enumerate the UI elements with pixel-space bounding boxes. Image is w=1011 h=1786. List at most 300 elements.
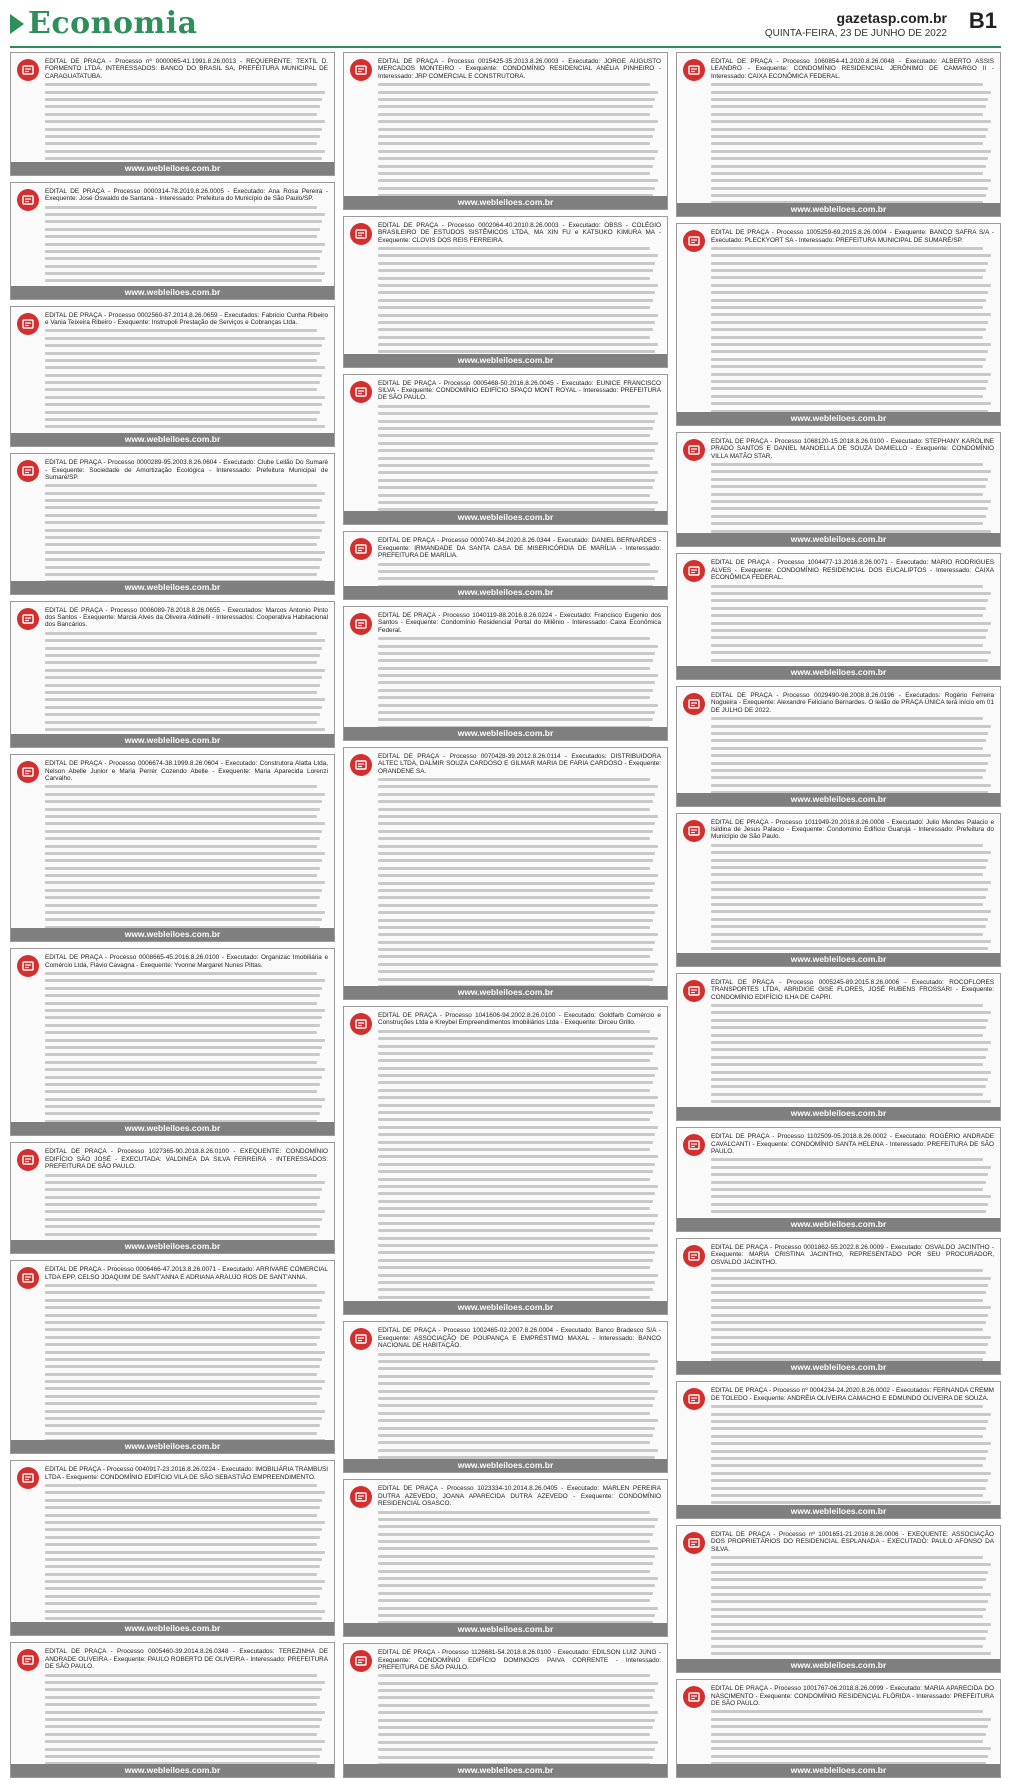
text-line <box>45 1328 322 1331</box>
text-line <box>45 822 325 825</box>
text-line <box>45 1491 325 1494</box>
auction-notice <box>343 216 668 368</box>
text-line <box>378 874 658 877</box>
text-line <box>711 276 983 279</box>
notice-footer-link[interactable]: www.webleiloes.com.br <box>677 666 1000 679</box>
text-line <box>711 925 986 928</box>
auction-notice <box>676 686 1001 807</box>
text-line <box>711 194 986 197</box>
text-line <box>45 1365 320 1368</box>
text-line <box>378 1274 658 1277</box>
text-line <box>711 1405 983 1408</box>
text-line <box>45 113 317 116</box>
text-line <box>45 1306 320 1309</box>
text-line <box>711 1181 986 1184</box>
gavel-badge-icon <box>350 223 372 245</box>
text-line <box>45 1002 317 1005</box>
text-line <box>45 1090 317 1093</box>
text-line <box>378 494 650 497</box>
notice-footer-link[interactable]: www.webleiloes.com.br <box>344 1301 667 1314</box>
text-line <box>711 1056 986 1059</box>
text-line <box>45 654 320 657</box>
text-line <box>378 1449 658 1452</box>
text-line <box>45 1755 320 1758</box>
notice-footer-link[interactable]: www.webleiloes.com.br <box>677 953 1000 966</box>
text-line <box>711 306 983 309</box>
notice-body-lines <box>45 329 328 433</box>
gavel-badge-icon <box>350 1650 372 1672</box>
text-line <box>378 1599 650 1602</box>
text-line <box>378 98 655 101</box>
text-line <box>378 1577 658 1580</box>
text-line <box>711 493 983 496</box>
notice-footer-link[interactable]: www.webleiloes.com.br <box>344 1623 667 1636</box>
text-line <box>378 194 653 196</box>
notice-footer-link[interactable]: www.webleiloes.com.br <box>677 1764 1000 1777</box>
text-line <box>45 1674 317 1677</box>
text-line <box>378 1390 658 1393</box>
text-line <box>378 1096 658 1099</box>
auction-notice <box>10 1260 335 1454</box>
gavel-badge-icon <box>683 1388 705 1410</box>
text-line <box>711 851 991 854</box>
text-line <box>711 83 983 86</box>
text-line <box>378 889 653 892</box>
notice-body <box>344 375 667 512</box>
text-line <box>378 1555 655 1558</box>
text-line <box>711 135 986 138</box>
text-line <box>711 644 983 647</box>
text-line <box>378 1511 650 1514</box>
text-line <box>45 243 325 246</box>
text-line <box>378 1178 650 1181</box>
notice-body-lines <box>378 1511 661 1624</box>
gavel-badge-icon <box>17 608 39 630</box>
auction-notice <box>343 606 668 741</box>
notice-body-lines <box>711 585 994 666</box>
gavel-badge-icon <box>683 439 705 461</box>
text-line <box>711 113 983 116</box>
text-line <box>378 1375 653 1378</box>
text-line <box>45 272 325 275</box>
text-line <box>45 1218 322 1221</box>
text-line <box>378 1763 650 1764</box>
notice-body-lines <box>378 247 661 354</box>
notice-body-lines <box>711 1710 994 1764</box>
notice-footer-link[interactable]: www.webleiloes.com.br <box>344 511 667 524</box>
text-line <box>45 499 322 502</box>
notice-footer-link[interactable]: www.webleiloes.com.br <box>677 203 1000 216</box>
text-line <box>45 484 317 487</box>
auction-notice <box>343 1006 668 1316</box>
text-line <box>711 844 983 847</box>
notice-footer-link[interactable]: www.webleiloes.com.br <box>677 1361 1000 1374</box>
notice-text: EDITAL DE PRAÇA - Processo 0005460-39.2014.8.26.0348 - Executados: TEREZINHA DE ANDRADE OLIVEIRA - Exequente: PAULO ROBERTO DE OLIVEIRA - Interessado: PREFEITURA DE SÃO PAULO. <box>45 1648 328 1671</box>
text-line <box>711 1645 983 1648</box>
notice-body-lines <box>711 247 994 412</box>
auction-notice <box>10 601 335 749</box>
text-line <box>45 514 317 517</box>
text-line <box>378 696 650 699</box>
text-line <box>378 1570 650 1573</box>
text-line <box>711 725 991 728</box>
text-line <box>378 1185 658 1188</box>
text-line <box>45 337 325 340</box>
text-line <box>45 1210 325 1213</box>
notice-text: EDITAL DE PRAÇA - Processo nº 0000065-41.1991.8.26.0013 - REQUERENTE: TEXTIL D. FORMENTO LTDA. INTERESSADOS: BANCO DO BRASIL SA, PREFEITURA MUNICIPAL DE CARAGUATATUBA. <box>45 58 328 80</box>
notice-footer-link[interactable]: www.webleiloes.com.br <box>344 986 667 999</box>
text-line <box>45 1203 317 1206</box>
text-line <box>711 365 983 368</box>
text-line <box>45 150 325 153</box>
text-line <box>711 717 983 720</box>
notice-footer-link[interactable]: www.webleiloes.com.br <box>677 412 1000 425</box>
notice-body-lines <box>45 484 328 580</box>
notice-footer-link[interactable]: www.webleiloes.com.br <box>677 1659 1000 1672</box>
text-line <box>711 1479 988 1482</box>
text-line <box>45 1725 320 1728</box>
text-line <box>378 262 655 265</box>
notice-text: EDITAL DE PRAÇA - Processo 0005245-89.2015.8.26.0006 - Executado: ROCOFLORES TRANSPORTES LTDA, ABRIDIGE GISE FLORES, JOSÉ RUBENS FROSSARI - Exequente: CONDOMÍNIO EDIFÍCIO ILHA DE CAPRI. <box>711 978 994 1001</box>
notice-footer-link[interactable]: www.webleiloes.com.br <box>344 1459 667 1472</box>
text-line <box>45 1733 317 1736</box>
text-line <box>711 98 988 101</box>
text-line <box>45 1439 325 1440</box>
gavel-badge-icon <box>683 1245 705 1267</box>
text-line <box>45 91 325 94</box>
text-line <box>45 1076 322 1079</box>
notice-footer-link[interactable]: www.webleiloes.com.br <box>677 1218 1000 1231</box>
text-line <box>378 172 650 175</box>
notice-footer-link[interactable]: www.webleiloes.com.br <box>11 1440 334 1453</box>
text-line <box>711 1747 991 1750</box>
notice-text: EDITAL DE PRAÇA - Processo 0000740-84.2020.8.26.0344 - Executado: DANIEL BERNARDES - Exequente: IRMANDADE DA SANTA CASA DE MISERICÓRDIA DE MARÍLIA - Interessado: PREFEITURA DE MARÍLIA. <box>378 537 661 560</box>
text-line <box>378 1251 655 1254</box>
gavel-badge-icon <box>683 693 705 715</box>
gavel-badge-icon <box>17 313 39 335</box>
notice-footer-link[interactable]: www.webleiloes.com.br <box>11 286 334 299</box>
text-line <box>378 1456 655 1459</box>
notice-footer-link[interactable]: www.webleiloes.com.br <box>344 727 667 740</box>
notice-body-lines <box>711 83 994 203</box>
text-line <box>711 150 991 153</box>
notice-body <box>344 53 667 196</box>
text-line <box>378 1584 655 1587</box>
notice-text: EDITAL DE PRAÇA - Processo 0006674-38.1999.8.26.0604 - Executado: Construtora Alatta Ltda, Nelson Abelle Junior e Maria Perrer Cozendo Abelle - Exequente: Maria Aparecida Lorenzi Carvalho. <box>45 760 328 782</box>
text-line <box>378 508 655 511</box>
text-line <box>45 425 325 428</box>
auction-notice <box>10 1460 335 1636</box>
text-line <box>711 254 991 257</box>
text-line <box>378 1733 650 1736</box>
notice-footer-link[interactable]: www.webleiloes.com.br <box>11 1122 334 1135</box>
text-line <box>378 1133 655 1136</box>
notice-text: EDITAL DE PRAÇA - Processo 0000289-95.2003.8.26.0604 - Executado: Clube Leilão Do Sumaré - Exequente: Sociedade de Amortização Ecológica - Interessado: Prefeitura Municipal de Sumaré/SP. <box>45 459 328 481</box>
text-line <box>378 785 658 788</box>
text-line <box>45 228 320 231</box>
text-line <box>45 1528 322 1531</box>
gavel-badge-icon <box>17 460 39 482</box>
text-line <box>711 262 988 265</box>
text-line <box>711 1637 986 1640</box>
text-line <box>711 179 991 182</box>
gavel-badge-icon <box>17 955 39 977</box>
text-line <box>711 1284 988 1287</box>
text-line <box>45 1558 322 1561</box>
text-line <box>378 1192 655 1195</box>
text-line <box>378 1207 650 1210</box>
notice-text: EDITAL DE PRAÇA - Processo 0002560-87.2014.8.26.0659 - Executados: Fabricio Cunha Ribeiro e Vania Teixeira Ribeiro - Exequente: Instrupoli Prestação de Serviços e Cobranças Ltda. <box>45 311 328 326</box>
text-line <box>45 1696 320 1699</box>
text-line <box>378 563 650 566</box>
text-line <box>45 1417 322 1420</box>
text-line <box>45 721 317 724</box>
text-line <box>378 637 650 640</box>
notice-footer-link[interactable]: www.webleiloes.com.br <box>11 1764 334 1777</box>
text-line <box>45 403 322 406</box>
gavel-badge-icon <box>17 1267 39 1289</box>
text-line <box>711 1487 986 1490</box>
text-line <box>378 1030 650 1033</box>
text-line <box>45 994 320 997</box>
notice-footer-link[interactable]: www.webleiloes.com.br <box>11 433 334 446</box>
notice-body <box>344 532 667 585</box>
auction-notice <box>343 1321 668 1473</box>
text-line <box>378 1441 650 1444</box>
text-line <box>378 501 658 504</box>
text-line <box>711 1725 988 1728</box>
text-line <box>378 187 655 190</box>
text-line <box>378 970 655 973</box>
notice-text: EDITAL DE PRAÇA - Processo 0040917-23.2016.8.26.0224 - Executado: IMOBILIÁRIA TRAMBUSI LTDA - Exequente: CONDOMÍNIO EDIFÍCIO VILA DE SÃO SEBASTIÃO EMPREENDIMENTO. <box>45 1466 328 1481</box>
notice-body <box>344 1007 667 1302</box>
text-line <box>378 449 655 452</box>
text-line <box>45 142 317 145</box>
gavel-badge-icon <box>683 980 705 1002</box>
text-line <box>45 904 317 907</box>
text-line <box>45 1112 320 1115</box>
text-line <box>711 1269 983 1272</box>
notice-body-lines <box>45 632 328 734</box>
site-url[interactable]: gazetasp.com.br <box>836 10 947 26</box>
notice-body <box>344 748 667 986</box>
text-line <box>378 1741 658 1744</box>
notice-body <box>344 1322 667 1459</box>
text-line <box>711 784 991 787</box>
text-line <box>711 614 983 617</box>
notice-footer-link[interactable]: www.webleiloes.com.br <box>344 586 667 599</box>
text-line <box>711 410 988 412</box>
text-line <box>378 681 655 684</box>
notice-text: EDITAL DE PRAÇA - Processo nº 0004234-24.2020.8.26.0002 - Executados: FERNANDA CREMM DE TOLEDO - Exequente: ANDRÉIA OLIVEIRA CAMACHO E EDMUNDO OLIVEIRA DE SOUZA. <box>711 1387 994 1402</box>
text-line <box>378 1518 658 1521</box>
text-line <box>45 793 325 796</box>
text-line <box>378 1547 658 1550</box>
text-line <box>711 1210 986 1213</box>
text-line <box>45 344 322 347</box>
text-line <box>45 1380 325 1383</box>
text-line <box>378 1592 653 1595</box>
text-line <box>45 1083 320 1086</box>
text-line <box>378 1607 658 1610</box>
notice-footer-link[interactable]: www.webleiloes.com.br <box>344 1764 667 1777</box>
text-line <box>711 903 983 906</box>
text-line <box>711 762 988 765</box>
text-line <box>378 1711 658 1714</box>
notice-footer-link[interactable]: www.webleiloes.com.br <box>11 581 334 594</box>
text-line <box>378 674 658 677</box>
text-line <box>45 1031 317 1034</box>
notice-body <box>11 755 334 928</box>
text-line <box>711 328 986 331</box>
text-line <box>45 1188 322 1191</box>
text-line <box>378 919 653 922</box>
notice-footer-link[interactable]: www.webleiloes.com.br <box>11 1622 334 1635</box>
text-line <box>711 1291 986 1294</box>
notice-body-lines <box>378 1674 661 1764</box>
text-line <box>378 150 658 153</box>
text-line <box>378 704 658 707</box>
text-line <box>45 105 320 108</box>
text-line <box>378 1367 655 1370</box>
text-line <box>45 1703 317 1706</box>
gavel-badge-icon <box>350 754 372 776</box>
text-line <box>711 313 991 316</box>
text-line <box>45 676 322 679</box>
text-line <box>45 867 320 870</box>
text-line <box>45 1565 320 1568</box>
text-line <box>711 522 983 525</box>
text-line <box>45 1336 320 1339</box>
text-line <box>711 1306 991 1309</box>
notice-text: EDITAL DE PRAÇA - Processo 1027365-90.2018.8.26.0100 - EXEQUENTE: CONDOMÍNIO EDIFÍCIO SÃO JOSÉ - EXECUTADA: VALDINEA DA SILVA FERREIRA - INTERESSADOS: PREFEITURA DE SÃO PAULO. <box>45 1148 328 1171</box>
notice-text: EDITAL DE PRAÇA - Processo 1126681-54.2018.8.26.0100 - Executado: EDILSON LUIZ JUNG - Exequente: CONDOMÍNIO EDIFÍCIO DOMINGOS PAIVA CORRENTE - Interessado: PREFEITURA DE SÃO PAULO. <box>378 1649 661 1671</box>
text-line <box>45 135 320 138</box>
text-line <box>711 1718 991 1721</box>
text-line <box>711 859 988 862</box>
text-line <box>45 1718 322 1721</box>
notice-body <box>11 1643 334 1764</box>
text-line <box>378 1726 653 1729</box>
text-line <box>711 1427 986 1430</box>
gavel-badge-icon <box>683 820 705 842</box>
auction-notice <box>676 52 1001 217</box>
text-line <box>378 667 650 670</box>
text-line <box>711 1435 983 1438</box>
notice-footer-link[interactable]: www.webleiloes.com.br <box>344 196 667 209</box>
text-line <box>711 1166 991 1169</box>
text-line <box>378 1533 653 1536</box>
text-line <box>711 120 991 123</box>
notice-footer-link[interactable]: www.webleiloes.com.br <box>11 928 334 941</box>
text-line <box>45 698 325 701</box>
text-line <box>378 284 658 287</box>
text-line <box>378 815 658 818</box>
text-line <box>45 728 325 731</box>
notice-text: EDITAL DE PRAÇA - Processo 1001767-06.2018.8.26.0099 - Executado: MARIA APARECIDA DO NASCIMENTO - Exequente: CONDOMÍNIO RESIDENCIAL FLÓRIDA - Interessado: PREFEITURA DE SÃO PAULO. <box>711 1685 994 1707</box>
text-line <box>378 486 653 489</box>
text-line <box>378 837 650 840</box>
notice-text: EDITAL DE PRAÇA - Processo 1011949-20.2016.8.26.0008 - Executado: Julio Mendes Palacio e Isildina de Jesus Palacio - Exequente: Condomínio Edifício Guarujá - Interessado: Prefeitura do Município de São Paulo. <box>711 818 994 841</box>
text-line <box>378 1045 655 1048</box>
text-line <box>45 852 325 855</box>
text-line <box>45 1358 322 1361</box>
text-line <box>378 1719 655 1722</box>
text-line <box>711 1578 986 1581</box>
notice-body <box>344 217 667 354</box>
notice-text: EDITAL DE PRAÇA - Processo 1004477-13.2016.8.26.0071 - Executado: MARIO RODRIGUES ALVES - Exequente: CONDOMÍNIO RESIDENCIAL DOS EUCALIPTOS - Interessado: CAIXA ECONÔMICA FEDERAL. <box>711 559 994 582</box>
text-line <box>711 1188 983 1191</box>
notice-footer-link[interactable]: www.webleiloes.com.br <box>344 354 667 367</box>
notice-footer-link[interactable]: www.webleiloes.com.br <box>677 1505 1000 1518</box>
auction-notice <box>343 531 668 599</box>
notice-body-lines <box>45 972 328 1122</box>
text-line <box>45 1351 325 1354</box>
text-line <box>45 661 317 664</box>
text-line <box>711 1571 988 1574</box>
text-line <box>378 306 650 309</box>
text-line <box>378 457 653 460</box>
notice-body-lines <box>378 1353 661 1460</box>
text-line <box>45 1343 317 1346</box>
text-line <box>378 105 653 108</box>
text-line <box>711 1078 988 1081</box>
text-line <box>711 1442 991 1445</box>
text-line <box>378 1382 650 1385</box>
text-line <box>711 1100 991 1103</box>
notice-footer-link[interactable]: www.webleiloes.com.br <box>11 162 334 175</box>
notice-body-lines <box>711 717 994 792</box>
notice-footer-link[interactable]: www.webleiloes.com.br <box>677 533 1000 546</box>
text-line <box>378 800 653 803</box>
text-line <box>45 1587 322 1590</box>
notice-body <box>677 53 1000 203</box>
notice-body <box>677 1382 1000 1504</box>
notice-footer-link[interactable]: www.webleiloes.com.br <box>11 1240 334 1253</box>
text-line <box>378 113 650 116</box>
text-line <box>378 1296 650 1299</box>
text-line <box>45 206 317 209</box>
text-line <box>378 405 650 408</box>
auction-notice <box>676 432 1001 548</box>
text-line <box>711 1457 986 1460</box>
text-line <box>378 1244 658 1247</box>
notice-body-lines <box>711 1556 994 1659</box>
text-line <box>378 882 655 885</box>
notice-body-lines <box>378 1030 661 1302</box>
text-line <box>378 1360 658 1363</box>
text-line <box>378 659 653 662</box>
text-line <box>45 1068 325 1071</box>
text-line <box>45 1024 320 1027</box>
notice-footer-link[interactable]: www.webleiloes.com.br <box>11 734 334 747</box>
text-line <box>711 1464 983 1467</box>
text-line <box>45 388 317 391</box>
text-line <box>378 1412 650 1415</box>
text-line <box>45 1321 325 1324</box>
notice-footer-link[interactable]: www.webleiloes.com.br <box>677 1107 1000 1120</box>
text-line <box>45 1196 320 1199</box>
notice-footer-link[interactable]: www.webleiloes.com.br <box>677 793 1000 806</box>
text-line <box>378 427 653 430</box>
auction-notice <box>10 948 335 1136</box>
text-line <box>378 350 655 353</box>
text-line <box>711 402 991 405</box>
auction-notice <box>10 52 335 176</box>
text-line <box>378 1621 653 1623</box>
text-line <box>45 1291 325 1294</box>
notice-columns <box>10 52 1001 1778</box>
